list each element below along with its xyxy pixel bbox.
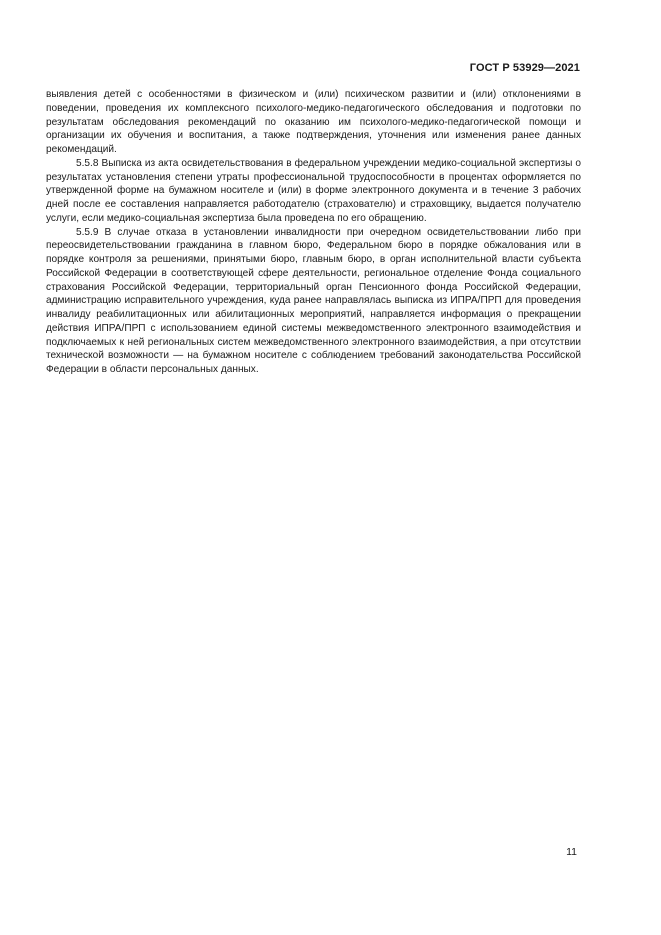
paragraph-continuation: выявления детей с особенностями в физическом и (или) психическом развитии и (или) отклонениями в поведении, проведения их комплексного психолого-медико-педагогического обследования и подготовки по результатам обследования рекомендаций по оказанию им психолого-медико-педагогической помощи и организации их обучения и воспитания, а также подтверждения, уточнения или изменения ранее данных рекомендаций. bbox=[46, 89, 581, 155]
standard-designation: ГОСТ Р 53929—2021 bbox=[469, 62, 580, 74]
document-body bbox=[46, 88, 581, 377]
paragraph-5-5-9: 5.5.9 В случае отказа в установлении инвалидности при очередном освидетельствовании либо при переосвидетельствовании гражданина в главном бюро, Федеральном бюро в порядке обжалования или в порядке контроля за решениями, принятыми бюро, главным бюро, в орган исполнительной власти субъекта Российской Федерации в соответствующей сфере деятельности, региональное отделение Фонда социального страхования Российской Федерации, территориальный орган Пенсионного фонда Российской Федерации, администрацию исправительного учреждения, куда ранее направлялась выписка из ИПРА/ПРП для проведения инвалиду реабилитационных или абилитационных мероприятий, направляется информация о прекращении действия ИПРА/ПРП с использованием единой системы межведомственного электронного взаимодействия и подключаемых к ней региональных систем межведомственного электронного взаимодействия, а при отсутствии технической возможности — на бумажном носителе с соблюдением требований законодательства Российской Федерации в области персональных данных. bbox=[46, 226, 581, 375]
page-number: 11 bbox=[566, 846, 577, 858]
paragraph-5-5-8: 5.5.8 Выписка из акта освидетельствования в федеральном учреждении медико-социальной экспертизы о результатах установления степени утраты профессиональной трудоспособности в процентах оформляется по утвержденной форме на бумажном носителе и (или) в форме электронного документа и в течение 3 рабочих дней после ее составления направляется работодателю (страхователю) и страховщику, выдается получателю услуги, если медико-социальная экспертиза была проведена по его обращению. bbox=[46, 157, 581, 224]
